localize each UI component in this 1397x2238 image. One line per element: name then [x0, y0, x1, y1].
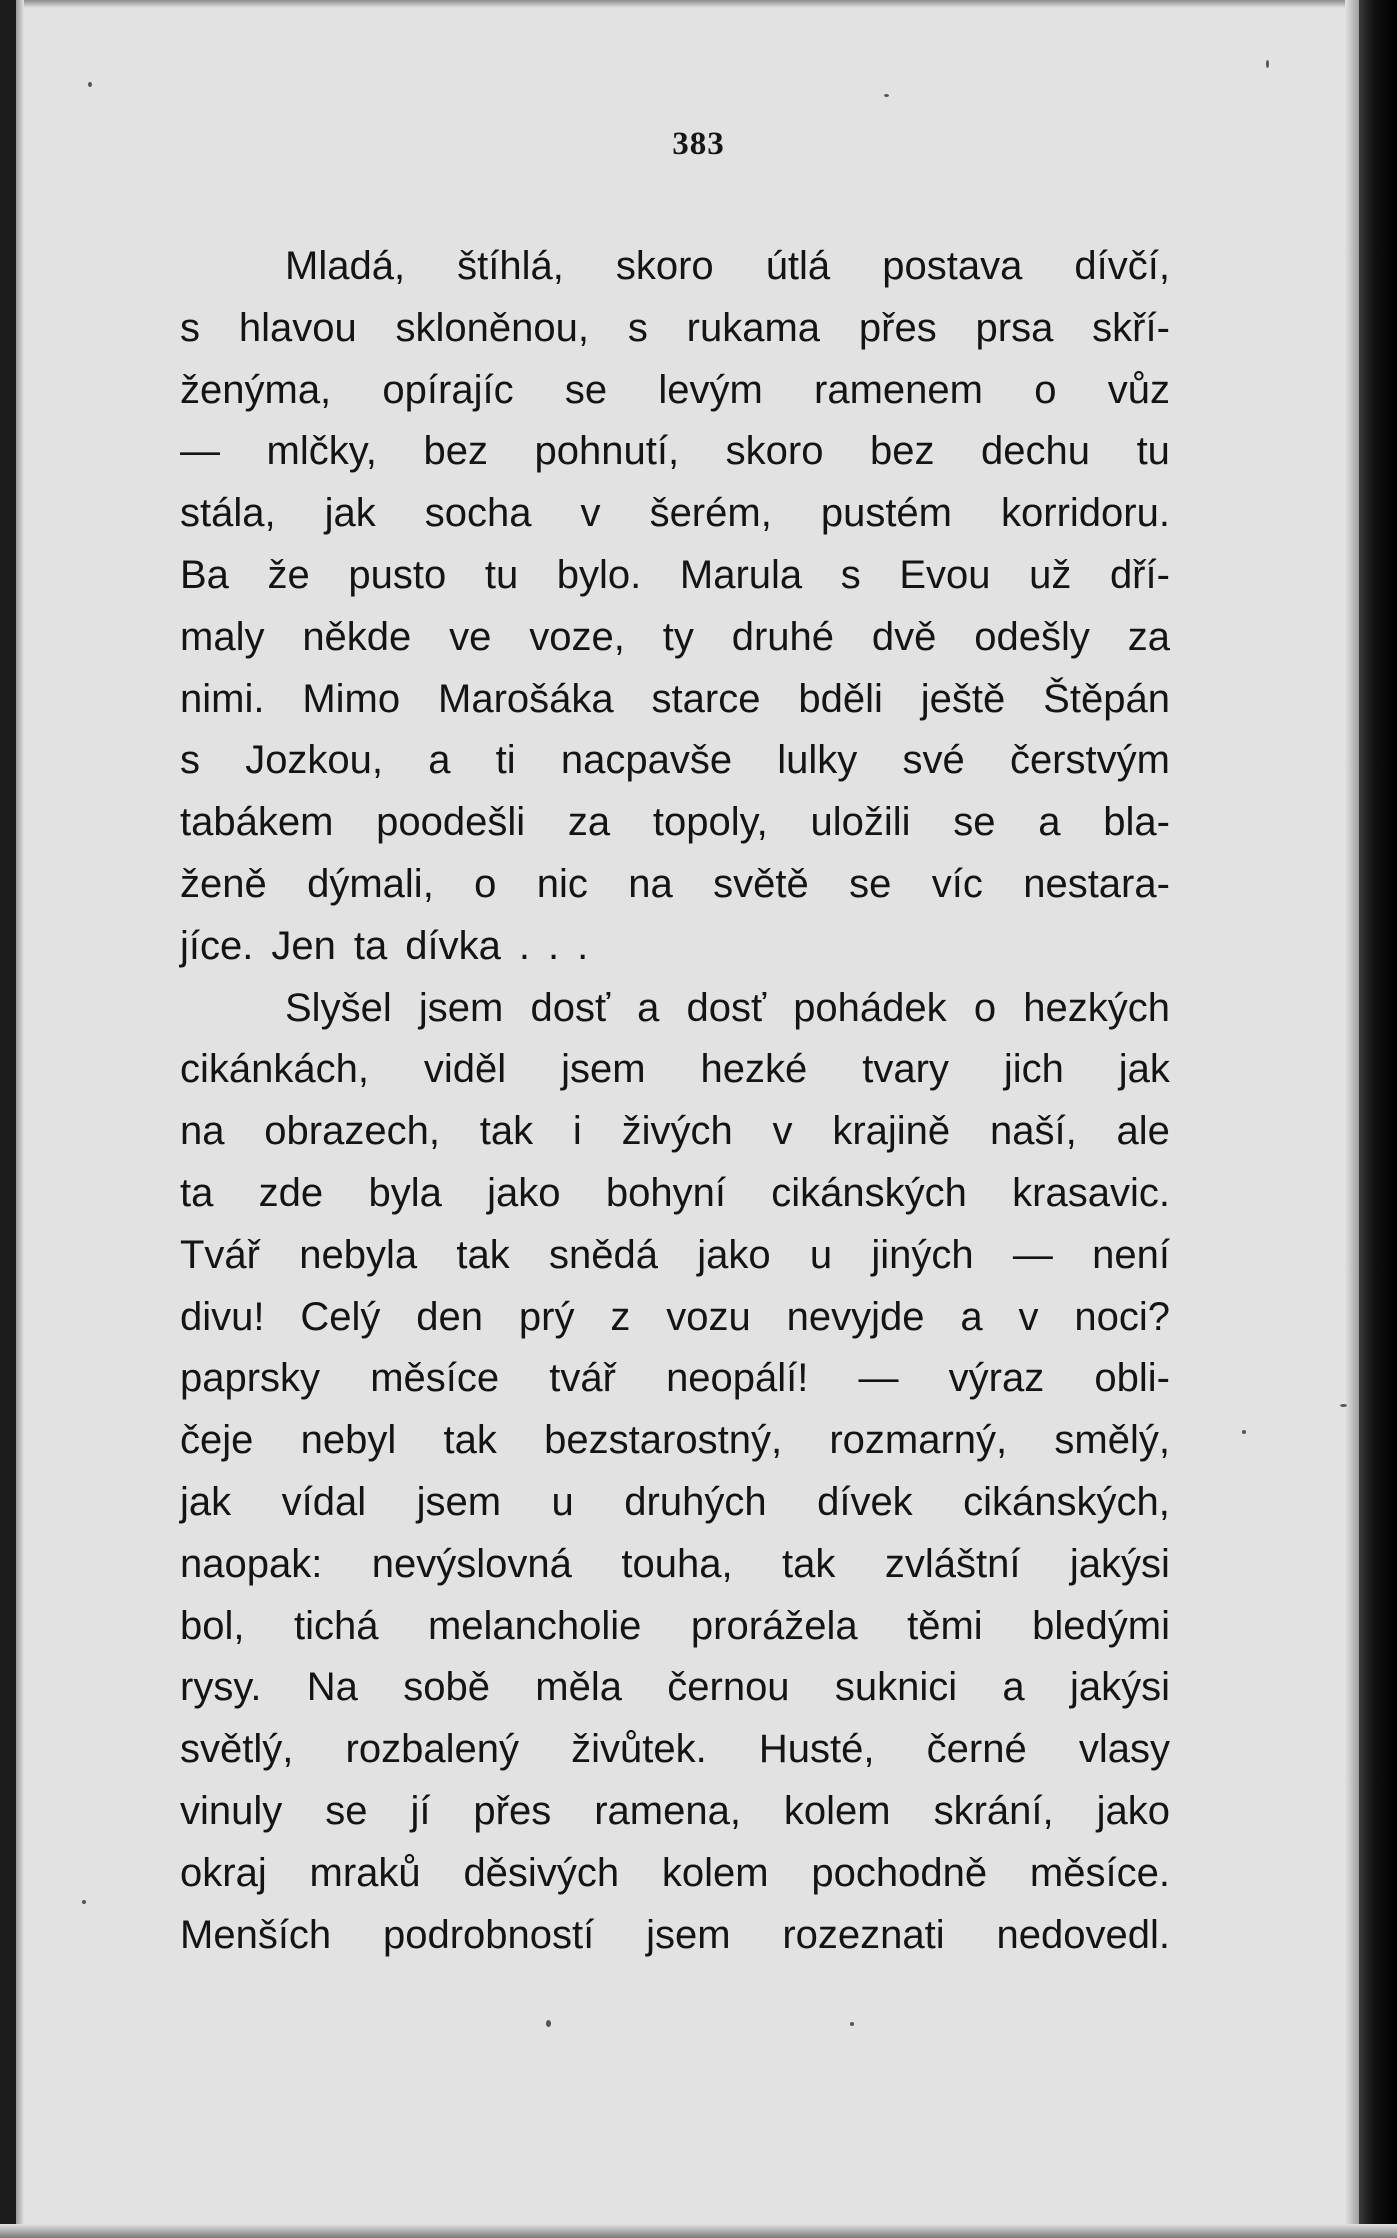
text-line	[180, 1657, 1170, 1719]
word: mlčky,	[266, 429, 377, 474]
word: pustém	[820, 491, 952, 536]
word: .	[577, 923, 589, 968]
word: vozu	[666, 1294, 751, 1339]
dust-speck	[88, 82, 92, 87]
word: útlá	[765, 244, 831, 288]
text-line	[180, 1410, 1170, 1472]
word: bohyní	[605, 1170, 726, 1215]
word: a	[1002, 1665, 1025, 1710]
text-line	[180, 483, 1170, 545]
word: voze,	[529, 614, 625, 659]
word: starce	[651, 676, 761, 721]
word: skloněnou,	[395, 305, 590, 350]
word: obrazech,	[264, 1109, 440, 1154]
word: druhých	[624, 1479, 767, 1524]
word: zde	[258, 1170, 324, 1215]
scan-left-border	[0, 0, 16, 2238]
text-line	[180, 1039, 1170, 1101]
word: děsivých	[463, 1850, 620, 1895]
scan-right-shadow	[1345, 0, 1359, 2238]
word: ti	[495, 738, 516, 783]
word: nebyl	[300, 1418, 397, 1463]
word: s	[180, 305, 200, 350]
word: podrobností	[382, 1912, 595, 1957]
word: Jozkou,	[245, 738, 384, 783]
word: mraků	[309, 1850, 421, 1895]
scan-left-shadow	[16, 0, 24, 2238]
word: ženýma,	[180, 367, 332, 412]
word: hlavou	[238, 305, 357, 350]
word: tvář	[549, 1356, 616, 1401]
scan-top-edge	[0, 0, 1397, 8]
text-line	[180, 1225, 1170, 1287]
word: jsem	[418, 985, 504, 1030]
word: vídal	[281, 1479, 367, 1524]
word: tak	[456, 1232, 510, 1277]
word: nic	[536, 861, 588, 906]
word: nestara-	[1023, 861, 1170, 906]
word: v	[772, 1109, 793, 1154]
word: —	[180, 429, 220, 474]
word: že	[267, 552, 310, 597]
word: tak	[782, 1541, 836, 1586]
text-line	[180, 1719, 1170, 1781]
word: nimi.	[180, 676, 265, 721]
dust-speck	[1340, 1404, 1347, 1407]
dust-speck	[1266, 60, 1269, 68]
word: světlý,	[180, 1727, 294, 1772]
word: cikánských	[771, 1170, 967, 1215]
word: čerstvým	[1009, 738, 1170, 783]
word: na	[628, 861, 673, 906]
word: ty	[662, 614, 694, 659]
text-line	[180, 1596, 1170, 1658]
text-line	[180, 1905, 1170, 1967]
scan-bottom-edge	[0, 2224, 1397, 2238]
word: kolem	[783, 1788, 891, 1833]
word: rozbalený	[345, 1727, 519, 1772]
word: nevyjde	[786, 1294, 925, 1339]
word: bděli	[798, 676, 883, 721]
word: okraj	[180, 1850, 267, 1895]
word: dosť	[530, 985, 610, 1030]
word: dvě	[871, 614, 937, 659]
word: Štěpán	[1043, 676, 1170, 721]
word: nevýslovná	[371, 1541, 572, 1586]
word: —	[1012, 1232, 1053, 1277]
word: krasavic.	[1012, 1170, 1170, 1215]
word: živůtek.	[571, 1727, 707, 1772]
word: pohnutí,	[534, 429, 680, 474]
word: ta	[180, 1170, 214, 1215]
word: bla-	[1103, 800, 1170, 845]
word: bez	[423, 429, 488, 474]
text-line	[180, 1534, 1170, 1596]
word: těmi	[907, 1603, 983, 1648]
word: Evou	[899, 552, 991, 597]
word: nebyla	[299, 1232, 418, 1277]
word: Menších	[180, 1912, 332, 1957]
word: Celý	[300, 1294, 381, 1339]
dust-speck	[1242, 1430, 1246, 1434]
word: vůz	[1107, 367, 1170, 412]
word: pusto	[348, 552, 447, 597]
word: někde	[302, 614, 412, 659]
word: s	[627, 305, 648, 350]
word: cikánských,	[963, 1479, 1170, 1524]
word: jak	[180, 1479, 232, 1524]
word: prý	[518, 1294, 575, 1339]
word: a	[637, 985, 660, 1030]
word: v	[1018, 1294, 1039, 1339]
body-text	[180, 236, 1170, 1966]
word: měsíce.	[1029, 1850, 1170, 1895]
word: lulky	[777, 738, 858, 783]
word: o	[973, 985, 997, 1030]
text-line	[180, 1781, 1170, 1843]
word: tvary	[862, 1047, 949, 1092]
word: štíhlá,	[457, 244, 564, 288]
word: hezké	[700, 1047, 808, 1092]
word: jsem	[646, 1912, 731, 1957]
text-line	[180, 669, 1170, 731]
word: jako	[1096, 1788, 1170, 1833]
dust-speck	[884, 94, 889, 97]
word: tu	[484, 552, 519, 597]
word: krajině	[832, 1109, 951, 1154]
word: jako	[487, 1170, 561, 1215]
word: bylo.	[556, 552, 642, 597]
word: výraz	[948, 1356, 1045, 1401]
word: ve	[449, 614, 492, 659]
word: přes	[858, 305, 937, 350]
word: měsíce	[370, 1356, 500, 1401]
word: byla	[368, 1170, 442, 1215]
word: světě	[713, 861, 809, 906]
word: s	[180, 738, 200, 783]
word: tabákem	[180, 800, 334, 845]
word: černé	[926, 1727, 1027, 1772]
word: melancholie	[427, 1603, 642, 1648]
word: topoly,	[652, 800, 768, 845]
word: Na	[306, 1665, 358, 1710]
text-line	[180, 421, 1170, 483]
word: pochodně	[811, 1850, 988, 1895]
text-line	[180, 1348, 1170, 1410]
word: nedovedl.	[996, 1912, 1170, 1957]
word: odešly	[974, 614, 1090, 659]
word: prsa	[975, 305, 1054, 350]
word: u	[551, 1479, 574, 1524]
text-line	[180, 854, 1170, 916]
word: černou	[667, 1665, 790, 1710]
word: už	[1029, 552, 1072, 597]
word: se	[849, 861, 892, 906]
word: tak	[443, 1418, 497, 1463]
word: o	[474, 861, 497, 906]
word: bol,	[180, 1603, 245, 1648]
word: dívčí,	[1074, 244, 1170, 288]
word: socha	[424, 491, 532, 536]
text-line	[180, 298, 1170, 360]
word: noci?	[1074, 1294, 1170, 1339]
word: v	[580, 491, 601, 536]
word: se	[325, 1788, 368, 1833]
dust-speck	[546, 2020, 551, 2027]
text-line	[180, 607, 1170, 669]
word: rozeznati	[782, 1912, 945, 1957]
word: a	[960, 1294, 983, 1339]
word: sobě	[403, 1665, 490, 1710]
word: dívek	[817, 1479, 913, 1524]
word: z	[610, 1294, 631, 1339]
word: skoro	[725, 429, 824, 474]
text-line	[180, 916, 1170, 978]
word: bez	[869, 429, 935, 474]
word: Marošáka	[438, 676, 614, 721]
word: ale	[1116, 1109, 1170, 1154]
word: stála,	[180, 491, 276, 536]
word: ramena,	[594, 1788, 741, 1833]
word: své	[902, 738, 965, 783]
word: paprsky	[180, 1356, 321, 1401]
word: pohádek	[793, 985, 947, 1030]
word: ještě	[920, 676, 1006, 721]
word: Marula	[679, 552, 803, 597]
word: Ba	[180, 552, 229, 597]
word: rozmarný,	[829, 1418, 1008, 1463]
word: ženě	[180, 861, 267, 906]
text-line	[180, 236, 1170, 298]
word: jsem	[561, 1047, 646, 1092]
text-line	[180, 1101, 1170, 1163]
word: dří-	[1109, 552, 1170, 597]
word: za	[567, 800, 611, 845]
word: Tvář	[180, 1232, 260, 1277]
word: jiných	[871, 1232, 974, 1277]
text-line	[180, 545, 1170, 607]
word: i	[572, 1109, 582, 1154]
word: dosť	[686, 985, 767, 1030]
scan-right-border	[1359, 0, 1397, 2238]
word: a	[428, 738, 451, 783]
word: za	[1127, 614, 1170, 659]
word: suknici	[834, 1665, 958, 1710]
word: na	[180, 1109, 225, 1154]
word: ta	[353, 923, 388, 968]
word: touha,	[621, 1541, 733, 1586]
word: jakýsi	[1069, 1665, 1170, 1710]
word: Mladá,	[285, 244, 406, 288]
word: tichá	[293, 1603, 379, 1648]
word: a	[1038, 800, 1061, 845]
word: opírajíc	[382, 367, 514, 412]
word: čeje	[180, 1418, 254, 1463]
word: nacpavše	[560, 738, 733, 783]
word: jich	[1003, 1047, 1064, 1092]
word: korridoru.	[1001, 491, 1170, 536]
word: dýmali,	[307, 861, 434, 906]
word: hezkých	[1023, 985, 1170, 1030]
word: jsem	[416, 1479, 502, 1524]
word: není	[1092, 1232, 1170, 1277]
word: levým	[658, 367, 763, 412]
word: víc	[931, 861, 983, 906]
word: neopálí!	[666, 1356, 809, 1401]
word: obli-	[1094, 1356, 1170, 1401]
word: Mimo	[302, 676, 401, 721]
word: viděl	[423, 1047, 507, 1092]
dust-speck	[82, 1900, 86, 1904]
word: jakýsi	[1069, 1541, 1170, 1586]
word: —	[858, 1356, 899, 1401]
text-line	[180, 1472, 1170, 1534]
word: Husté,	[758, 1727, 875, 1772]
text-line	[180, 1287, 1170, 1349]
dust-speck	[850, 2022, 854, 2026]
word: skoro	[615, 244, 714, 288]
word: tak	[479, 1109, 534, 1154]
word: bledými	[1032, 1603, 1170, 1648]
word: rukama	[686, 305, 821, 350]
word: rysy.	[180, 1665, 262, 1710]
word: kolem	[661, 1850, 769, 1895]
word: s	[840, 552, 861, 597]
word: jíce.	[180, 923, 254, 968]
word: přes	[473, 1788, 552, 1833]
word: šerém,	[649, 491, 772, 536]
word: uložili	[810, 800, 911, 845]
word: snědá	[548, 1232, 658, 1277]
word: divu!	[180, 1294, 265, 1339]
word: jak	[324, 491, 376, 536]
word: skrání,	[933, 1788, 1054, 1833]
word: u	[809, 1232, 833, 1277]
word: .	[518, 923, 530, 968]
page-number: 383	[672, 126, 725, 162]
word: tu	[1136, 429, 1170, 474]
word: měla	[535, 1665, 622, 1710]
text-line	[180, 360, 1170, 422]
text-line	[180, 1843, 1170, 1905]
word: bezstarostný,	[544, 1418, 783, 1463]
text-line	[180, 978, 1170, 1040]
word: Jen	[271, 923, 336, 968]
word: ramenem	[814, 367, 983, 412]
text-line	[180, 1163, 1170, 1225]
word: se	[564, 367, 608, 412]
word: zvláštní	[884, 1541, 1021, 1586]
word: naší,	[989, 1109, 1077, 1154]
word: živých	[621, 1109, 733, 1154]
text-line	[180, 730, 1170, 792]
word: dechu	[981, 429, 1091, 474]
word: skří-	[1092, 305, 1170, 350]
word: Slyšel	[285, 985, 392, 1030]
word: jako	[697, 1232, 771, 1277]
word: maly	[180, 614, 265, 659]
word: vlasy	[1078, 1727, 1170, 1772]
word: postava	[882, 244, 1023, 288]
word: smělý,	[1054, 1418, 1170, 1463]
word: naopak:	[180, 1541, 323, 1586]
word: .	[547, 923, 560, 968]
word: cikánkách,	[180, 1047, 369, 1092]
word: prorážela	[690, 1603, 858, 1648]
word: dívka	[405, 923, 501, 968]
word: druhé	[731, 614, 835, 659]
word: o	[1034, 367, 1057, 412]
word: vinuly	[180, 1788, 283, 1833]
text-line	[180, 792, 1170, 854]
word: se	[953, 800, 996, 845]
word: jak	[1118, 1047, 1170, 1092]
word: jí	[410, 1788, 431, 1833]
word: poodešli	[376, 800, 526, 845]
word: den	[416, 1294, 484, 1339]
